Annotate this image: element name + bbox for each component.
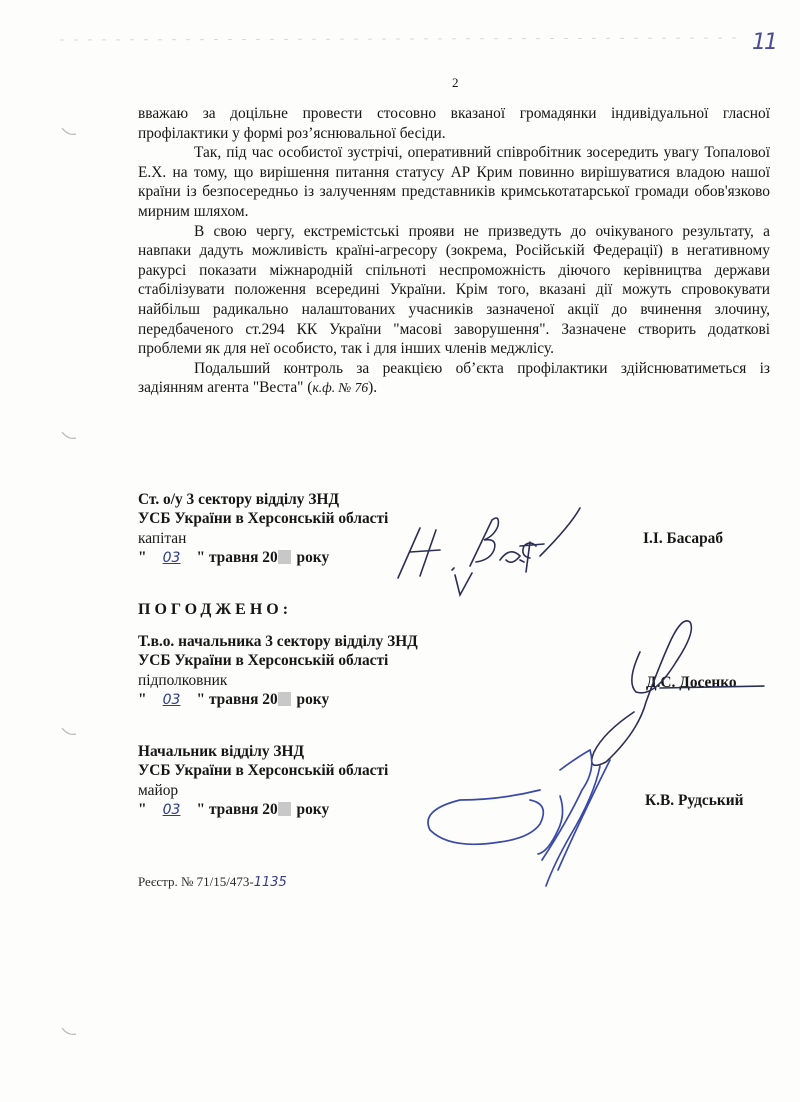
approver-1-name: Д.С. Досенко [646, 674, 737, 691]
date-day-handwritten: 03 [162, 802, 181, 819]
punch-hole-mark [62, 1028, 76, 1034]
approver-2-name: К.В. Рудський [645, 792, 744, 809]
date-day-handwritten: 03 [162, 692, 181, 709]
paragraph-4-text: Подальший контроль за реакцією об’єкта профілактики здійснюватиметься із задіянням агента "Веста" ( [138, 359, 770, 397]
date-month: " травня 20 [196, 801, 278, 819]
approver-2-position: Начальник відділу ЗНД [138, 743, 305, 760]
author-org: УСБ України в Херсонській області [138, 510, 389, 528]
author-position: Ст. о/у 3 сектору відділу ЗНД [138, 491, 340, 508]
approver-1-rank: підполковник [138, 671, 228, 689]
approver-2-rank: майор [138, 781, 179, 799]
scan-edge-line [60, 38, 740, 40]
registry-handwritten-number: 1135 [253, 875, 287, 890]
author-name: І.І. Басараб [643, 530, 724, 547]
paragraph-1: вважаю за доцільне провести стосовно вказаної громадянки індивідуальної гласної профілактики у формі роз’яснювальної бесіди. [138, 105, 770, 142]
approver-1-position: Т.в.о. начальника 3 сектору відділу ЗНД [138, 633, 418, 650]
signature-rudskyi [428, 750, 610, 886]
date-month: " травня 20 [196, 549, 278, 567]
approver-1-org: УСБ України в Херсонській області [138, 652, 389, 670]
signature-basarab [398, 508, 580, 595]
signature-dosenko [592, 621, 764, 765]
paragraph-3: В свою чергу, екстремістські прояви не призведуть до очікуваного результату, а навпаки дадуть можливість країні-агресору (зокрема, Російській Федерації) в негативному ракурсі показати міжнародній спільноті неспроможність діючого керівництва держави стабілізувати положення всередині України. Крім того, вказані дії можуть спровокувати найбільш радикально налаштованих учасників зазначеної акції до вчинення злочину, передбаченого ст.294 КК України "масові заворушення". Зазначене створить додаткові проблеми як для неї особисто, так і для інших членів меджлісу. [138, 222, 770, 358]
paragraph-2: Так, під час особистої зустрічі, оперативний співробітник зосередить увагу Топалової Е.Х. на тому, що вирішення питання статусу АР Крим повинно вирішуватися владою нашої країни із безпосередньо із залученням представників кримськотатарської громади обов'язково мирним шляхом. [138, 144, 770, 220]
date-year-suffix: року [292, 691, 330, 709]
registry-label: Реєстр. № 71/15/473- [138, 874, 254, 889]
page-number: 2 [452, 75, 459, 90]
date-month: " травня 20 [196, 691, 278, 709]
paragraph-4-end: ). [368, 379, 378, 397]
date-year-suffix: року [292, 549, 330, 567]
approver-2-org: УСБ України в Херсонській області [138, 762, 389, 780]
case-file-reference: к.ф. № 76 [312, 380, 369, 396]
author-rank: капітан [138, 529, 187, 547]
date-open-quote: " [138, 801, 147, 819]
date-year-suffix: року [292, 801, 330, 819]
date-day-handwritten: 03 [162, 550, 181, 567]
punch-hole-mark [62, 728, 76, 734]
handwritten-page-number: 11 [752, 30, 776, 55]
agreed-heading: ПОГОДЖЕНО: [138, 601, 293, 618]
punch-hole-mark [62, 128, 76, 134]
date-open-quote: " [138, 691, 147, 709]
punch-hole-mark [62, 432, 76, 438]
date-open-quote: " [138, 549, 147, 567]
